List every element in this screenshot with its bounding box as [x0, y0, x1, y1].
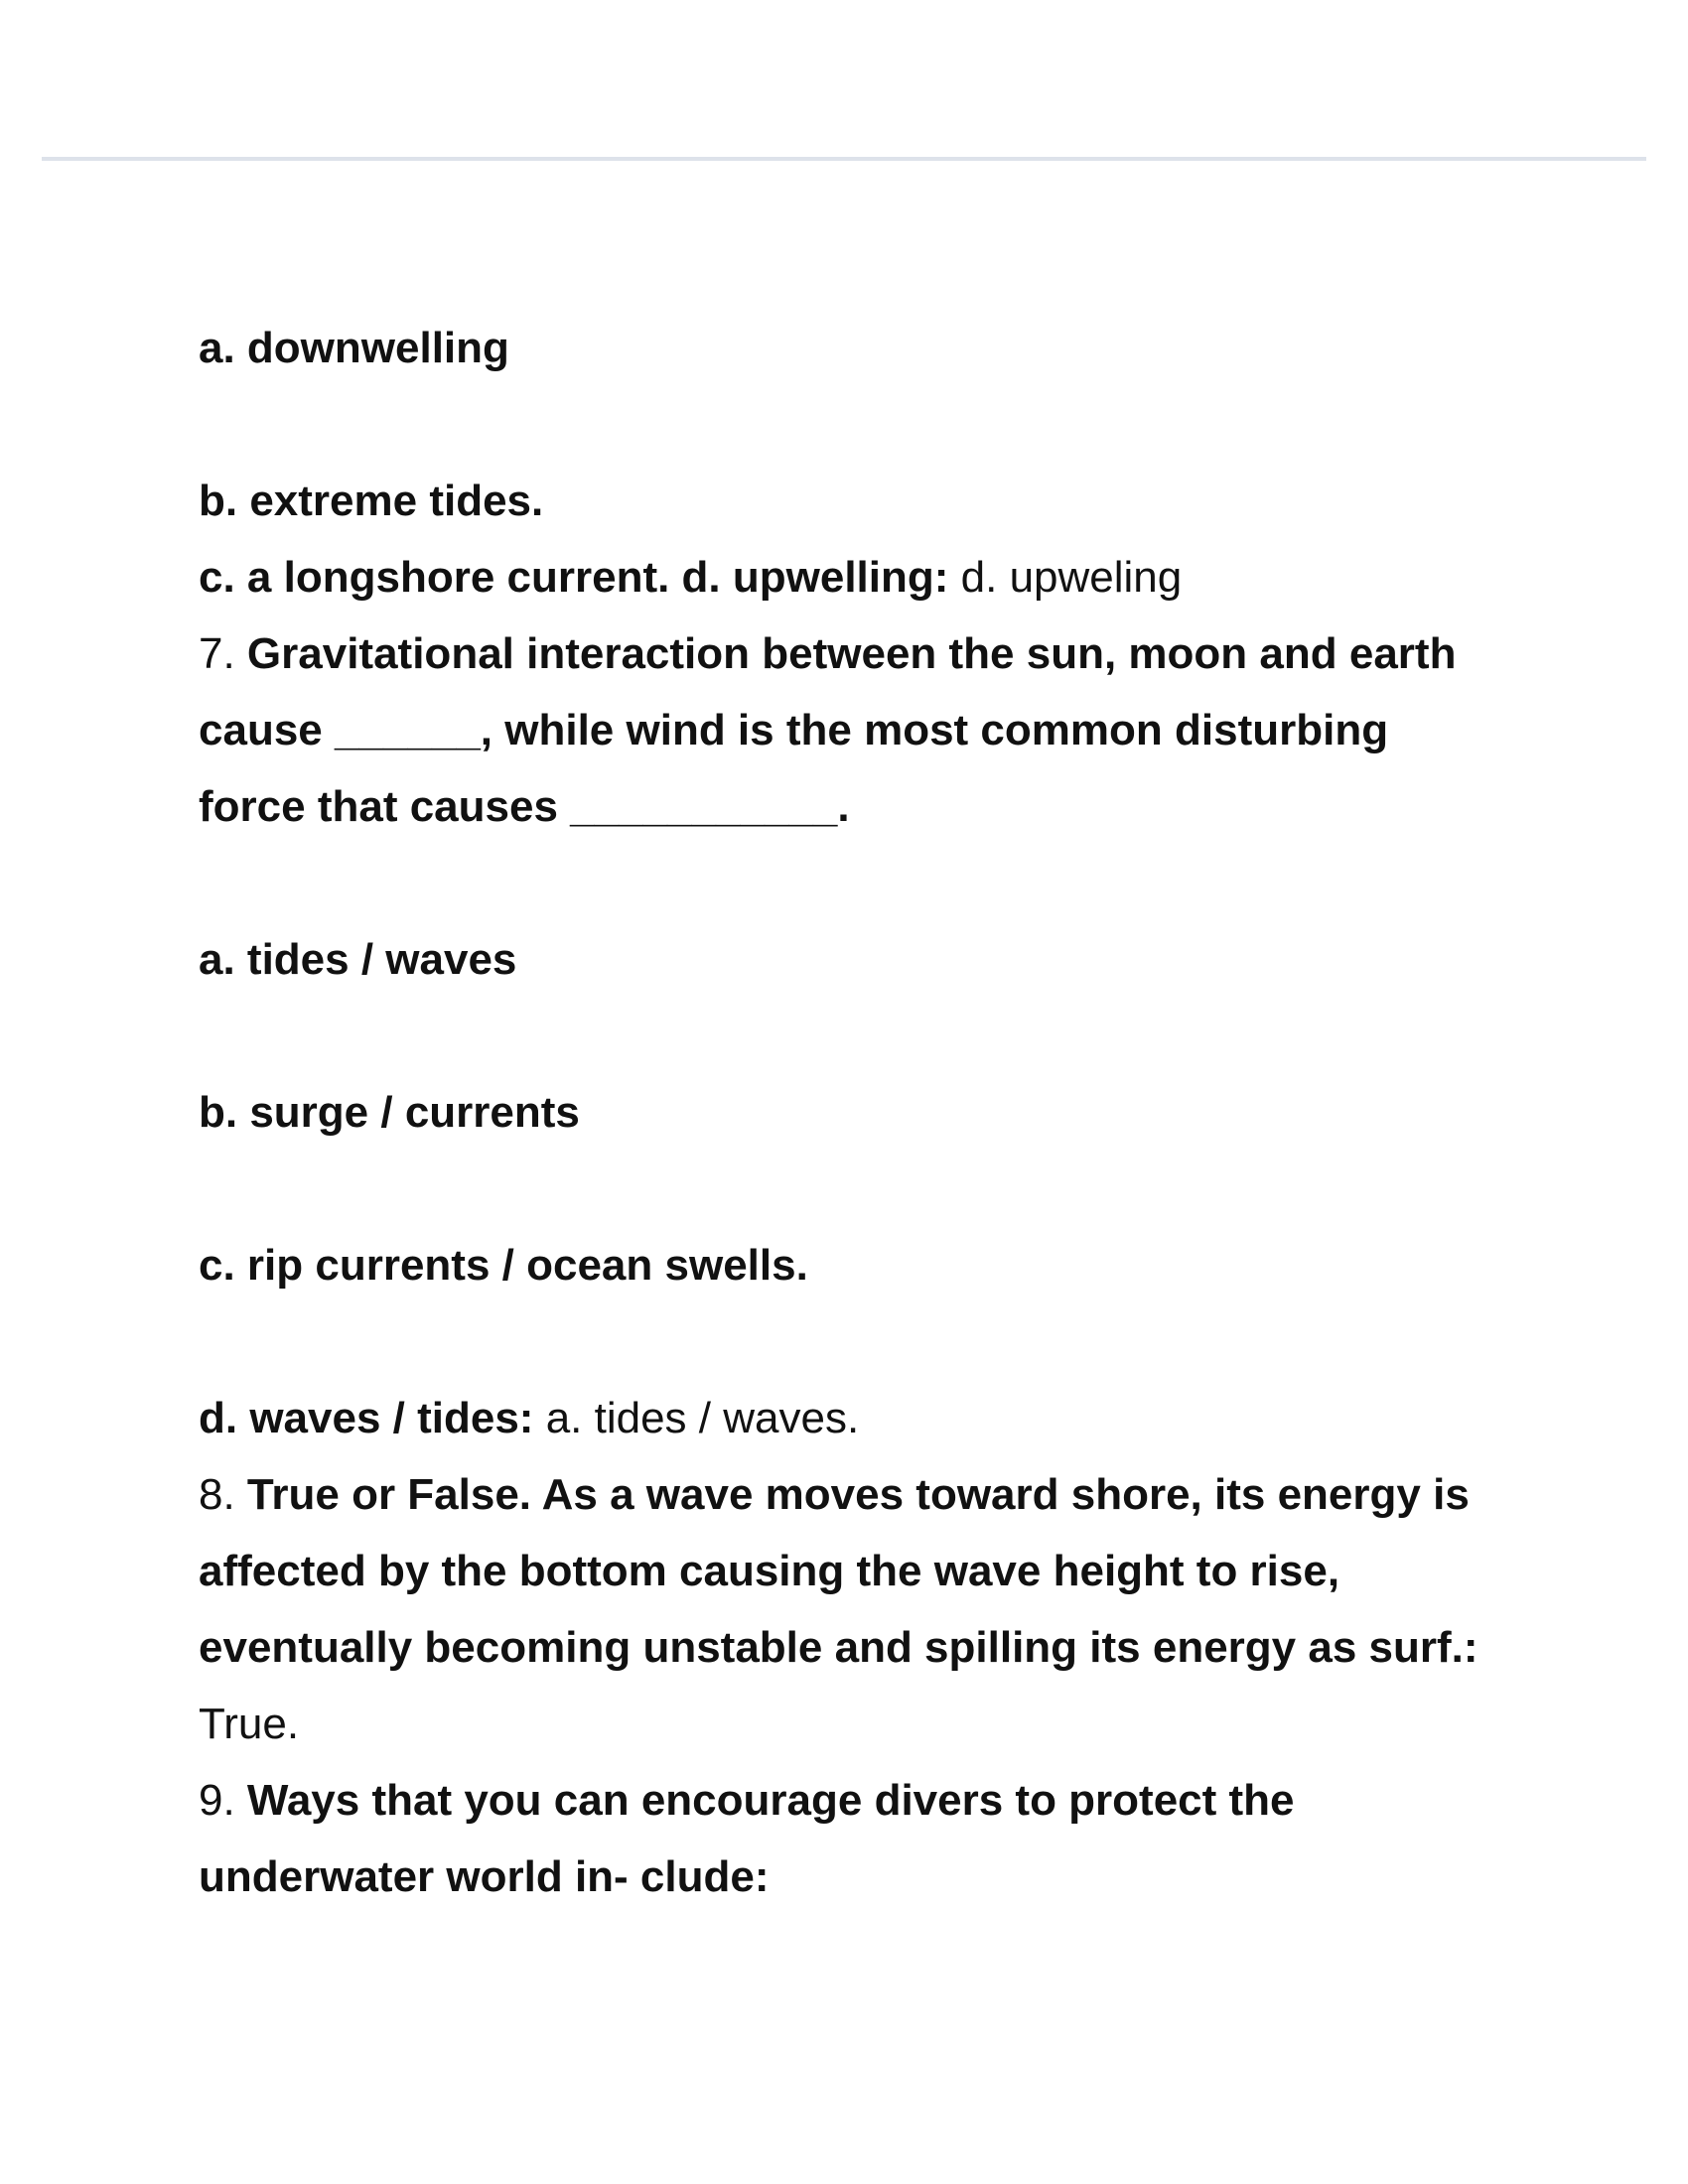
q7-question-line1 — [199, 615, 1529, 692]
q7-text-line3: force that causes ___________. — [199, 782, 850, 831]
q6-option-cd-line — [199, 539, 1529, 615]
q8-question-line1 — [199, 1456, 1529, 1533]
spacer — [199, 1151, 1529, 1227]
q7-option-d: d. waves / tides: — [199, 1394, 534, 1442]
header-divider — [42, 157, 1646, 161]
q7-number: 7. — [199, 629, 247, 678]
q8-number: 8. — [199, 1470, 247, 1519]
q6-option-b: b. extreme tides. — [199, 477, 544, 525]
q6-answer: d. upweling — [948, 553, 1183, 602]
document-body — [199, 310, 1529, 1915]
q8-text-line3: eventually becoming unstable and spilling its energy as surf.: — [199, 1623, 1478, 1672]
q7-option-a: a. tides / waves — [199, 935, 517, 984]
q7-text-line1: Gravitational interaction between the sun, moon and earth — [246, 629, 1457, 678]
spacer — [199, 845, 1529, 921]
q7-option-b: b. surge / currents — [199, 1088, 580, 1137]
q7-answer: a. tides / waves. — [533, 1394, 860, 1442]
q7-option-d-line — [199, 1380, 1529, 1456]
q8-text-line2: affected by the bottom causing the wave height to rise, — [199, 1547, 1340, 1595]
q6-option-cd: c. a longshore current. d. upwelling: — [199, 553, 949, 602]
spacer — [199, 386, 1529, 463]
q9-question-line1 — [199, 1762, 1529, 1839]
q7-option-c: c. rip currents / ocean swells. — [199, 1241, 808, 1290]
q6-option-a: a. downwelling — [199, 324, 509, 372]
q9-number: 9. — [199, 1776, 247, 1825]
spacer — [199, 1303, 1529, 1380]
spacer — [199, 998, 1529, 1074]
q7-text-line2: cause ______, while wind is the most common disturbing — [199, 706, 1389, 754]
q9-text-line1: Ways that you can encourage divers to protect the — [246, 1776, 1295, 1825]
q8-answer: True. — [199, 1700, 300, 1748]
q8-text-line1: True or False. As a wave moves toward shore, its energy is — [246, 1470, 1470, 1519]
q9-text-line2: underwater world in- clude: — [199, 1852, 770, 1901]
